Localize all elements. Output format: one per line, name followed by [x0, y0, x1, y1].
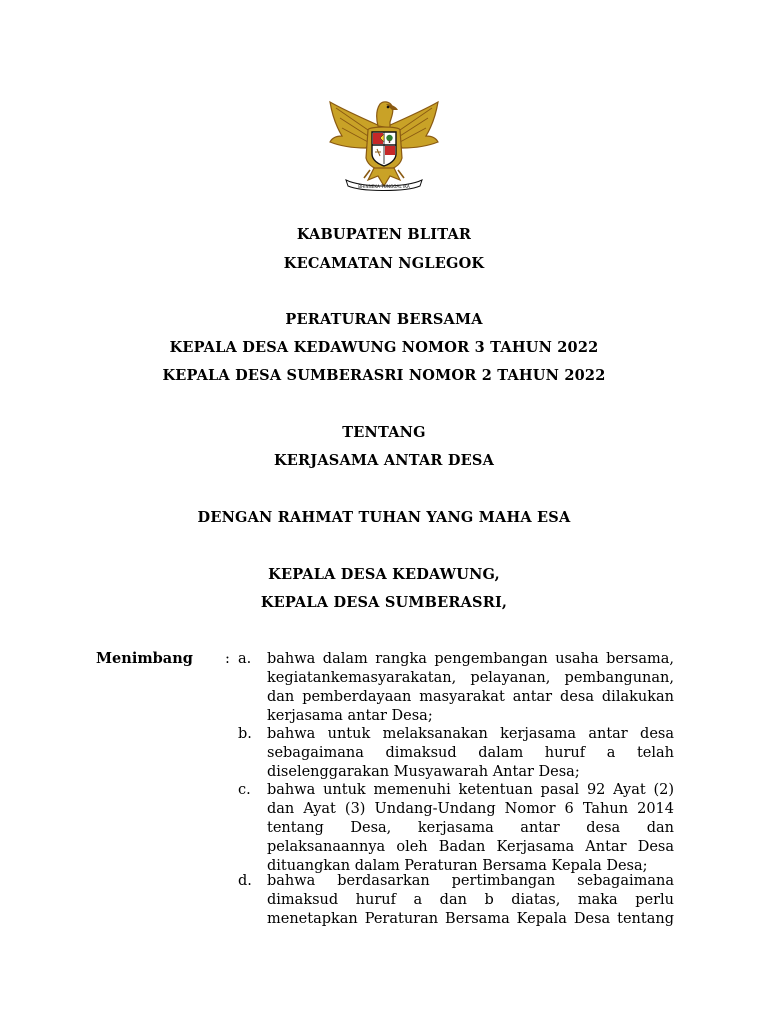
item-line: kerjasama antar Desa; [267, 708, 433, 724]
item-text [267, 725, 674, 782]
item-line: bahwa untuk memenuhi ketentuan pasal 92 Ayat (2) [267, 782, 674, 798]
considering-item-d [238, 872, 674, 929]
considering-label: Menimbang [96, 650, 193, 667]
regulation-line-2: KEPALA DESA SUMBERASRI NOMOR 2 TAHUN 2022 [162, 367, 606, 384]
item-line: bahwa untuk melaksanakan kerjasama antar desa [267, 726, 674, 742]
item-text [267, 650, 674, 726]
item-letter: c. [238, 782, 251, 798]
item-text [267, 781, 674, 876]
regulation-title: PERATURAN BERSAMA [285, 311, 483, 328]
item-line: diselenggarakan Musyawarah Antar Desa; [267, 764, 580, 780]
item-line: sebagaimana dimaksud dalam huruf a telah [267, 745, 674, 761]
item-line: tentang Desa, kerjasama antar desa dan [267, 820, 674, 836]
item-letter: a. [238, 651, 252, 667]
district-name: KECAMATAN NGLEGOK [283, 255, 485, 272]
item-line: dimaksud huruf a dan b diatas, maka perlu [267, 892, 674, 908]
regency-name: KABUPATEN BLITAR [296, 226, 472, 243]
garuda-emblem-icon [322, 96, 446, 194]
subject-title: KERJASAMA ANTAR DESA [273, 452, 495, 469]
item-letter: d. [238, 873, 252, 889]
considering-item-c [238, 781, 674, 876]
item-letter: b. [238, 726, 252, 742]
item-line: dituangkan dalam Peraturan Bersama Kepala Desa; [267, 858, 648, 874]
considering-item-b [238, 725, 674, 782]
motto-text: BHINNEKA TUNGGAL IKA [358, 184, 410, 189]
item-line: bahwa dalam rangka pengembangan usaha bersama, [267, 651, 674, 667]
item-line: bahwa berdasarkan pertimbangan sebagaimana [267, 873, 674, 889]
item-text [267, 872, 674, 929]
regulation-line-1: KEPALA DESA KEDAWUNG NOMOR 3 TAHUN 2022 [169, 339, 599, 356]
signatory-sumberasri: KEPALA DESA SUMBERASRI, [260, 594, 508, 611]
item-line: pelaksanaannya oleh Badan Kerjasama Antar Desa [267, 839, 674, 855]
item-line: dan Ayat (3) Undang-Undang Nomor 6 Tahun 2014 [267, 801, 674, 817]
item-line: dan pemberdayaan masyarakat antar desa dilakukan [267, 689, 674, 705]
subject-about: TENTANG [342, 424, 426, 441]
considering-item-a [238, 650, 674, 726]
item-line: menetapkan Peraturan Bersama Kepala Desa tentang [267, 911, 674, 927]
invocation: DENGAN RAHMAT TUHAN YANG MAHA ESA [197, 509, 571, 526]
item-line: kegiatankemasyarakatan, pelayanan, pembangunan, [267, 670, 674, 686]
signatory-kedawung: KEPALA DESA KEDAWUNG, [268, 566, 500, 583]
considering-colon: : [225, 651, 230, 667]
